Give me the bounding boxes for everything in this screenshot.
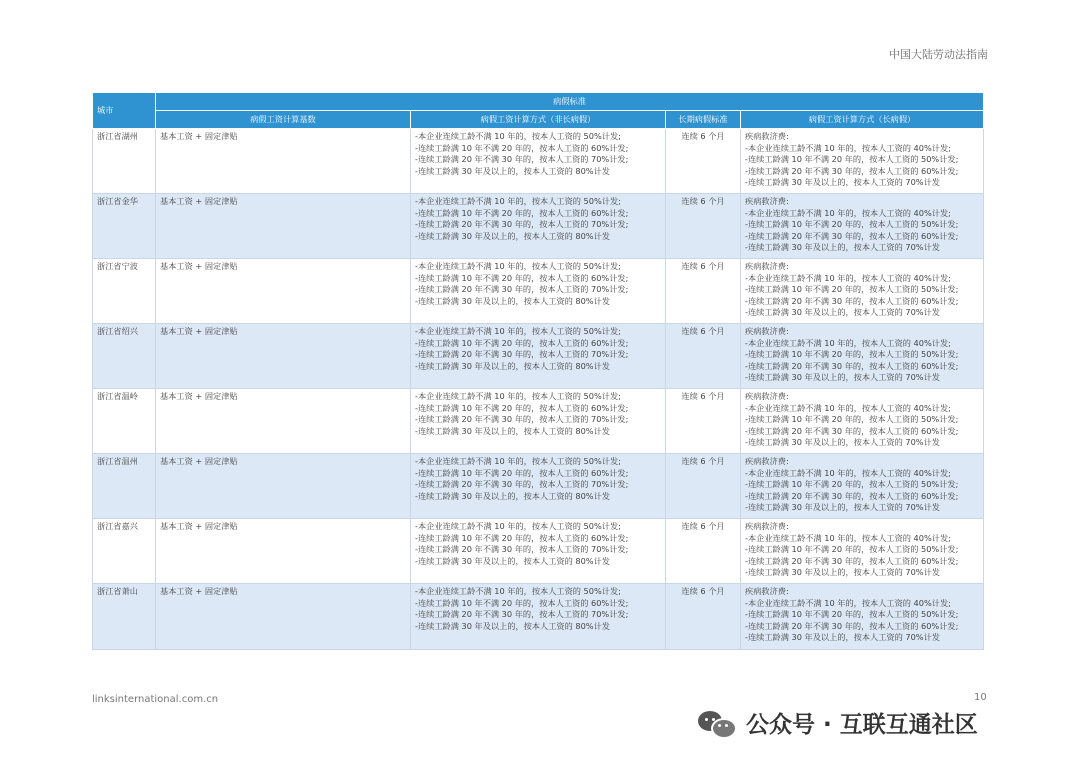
long-leave-method-cell: 疾病救济费: -本企业连续工龄不满 10 年的，按本人工资的 40%计发; -连续工龄满 10 年不满 20 年的，按本人工资的 50%计发; -连续工龄满 20 年不满 30 年的，按本人工资的 60%计发; -连续工龄满 30 年及以上的，按本人工资的 70%计发 — [741, 584, 984, 650]
table-row — [93, 129, 984, 194]
column-header-base: 病假工资计算基数 — [156, 111, 411, 129]
table-row — [93, 389, 984, 454]
table-row — [93, 324, 984, 389]
city-cell: 浙江省湖州 — [93, 129, 156, 194]
watermark-text: 公众号 · 互联互通社区 — [746, 712, 978, 738]
city-cell: 浙江省萧山 — [93, 584, 156, 650]
page-header-title: 中国大陆劳动法指南 — [889, 48, 988, 61]
city-cell: 浙江省嘉兴 — [93, 519, 156, 584]
column-header-long-method: 病假工资计算方式（长病假） — [741, 111, 984, 129]
wage-base-cell: 基本工资 + 固定津贴 — [156, 519, 411, 584]
long-leave-standard-cell: 连续 6 个月 — [666, 194, 741, 259]
column-header-short-method: 病假工资计算方式（非长病假） — [411, 111, 666, 129]
short-leave-method-cell: -本企业连续工龄不满 10 年的，按本人工资的 50%计发; -连续工龄满 10 年不满 20 年的，按本人工资的 60%计发; -连续工龄满 20 年不满 30 年的，按本人工资的 70%计发; -连续工龄满 30 年及以上的，按本人工资的 80%计发 — [411, 324, 666, 389]
wage-base-cell: 基本工资 + 固定津贴 — [156, 389, 411, 454]
long-leave-standard-cell: 连续 6 个月 — [666, 129, 741, 194]
table-body — [93, 129, 984, 650]
page-number: 10 — [974, 692, 987, 703]
long-leave-method-cell: 疾病救济费: -本企业连续工龄不满 10 年的，按本人工资的 40%计发; -连续工龄满 10 年不满 20 年的，按本人工资的 50%计发; -连续工龄满 20 年不满 30 年的，按本人工资的 60%计发; -连续工龄满 30 年及以上的，按本人工资的 70%计发 — [741, 324, 984, 389]
short-leave-method-cell: -本企业连续工龄不满 10 年的，按本人工资的 50%计发; -连续工龄满 10 年不满 20 年的，按本人工资的 60%计发; -连续工龄满 20 年不满 30 年的，按本人工资的 70%计发; -连续工龄满 30 年及以上的，按本人工资的 80%计发 — [411, 454, 666, 519]
long-leave-method-cell: 疾病救济费: -本企业连续工龄不满 10 年的，按本人工资的 40%计发; -连续工龄满 10 年不满 20 年的，按本人工资的 50%计发; -连续工龄满 20 年不满 30 年的，按本人工资的 60%计发; -连续工龄满 30 年及以上的，按本人工资的 70%计发 — [741, 129, 984, 194]
city-column-header: 城市 — [93, 93, 156, 129]
long-leave-method-cell: 疾病救济费: -本企业连续工龄不满 10 年的，按本人工资的 40%计发; -连续工龄满 10 年不满 20 年的，按本人工资的 50%计发; -连续工龄满 20 年不满 30 年的，按本人工资的 60%计发; -连续工龄满 30 年及以上的，按本人工资的 70%计发 — [741, 454, 984, 519]
short-leave-method-cell: -本企业连续工龄不满 10 年的，按本人工资的 50%计发; -连续工龄满 10 年不满 20 年的，按本人工资的 60%计发; -连续工龄满 20 年不满 30 年的，按本人工资的 70%计发; -连续工龄满 30 年及以上的，按本人工资的 80%计发 — [411, 259, 666, 324]
wage-base-cell: 基本工资 + 固定津贴 — [156, 454, 411, 519]
footer-url: linksinternational.com.cn — [92, 694, 219, 705]
long-leave-method-cell: 疾病救济费: -本企业连续工龄不满 10 年的，按本人工资的 40%计发; -连续工龄满 10 年不满 20 年的，按本人工资的 50%计发; -连续工龄满 20 年不满 30 年的，按本人工资的 60%计发; -连续工龄满 30 年及以上的，按本人工资的 70%计发 — [741, 389, 984, 454]
long-leave-standard-cell: 连续 6 个月 — [666, 454, 741, 519]
wage-base-cell: 基本工资 + 固定津贴 — [156, 584, 411, 650]
long-leave-method-cell: 疾病救济费: -本企业连续工龄不满 10 年的，按本人工资的 40%计发; -连续工龄满 10 年不满 20 年的，按本人工资的 50%计发; -连续工龄满 20 年不满 30 年的，按本人工资的 60%计发; -连续工龄满 30 年及以上的，按本人工资的 70%计发 — [741, 519, 984, 584]
city-cell: 浙江省温岭 — [93, 389, 156, 454]
wage-base-cell: 基本工资 + 固定津贴 — [156, 194, 411, 259]
table-row — [93, 519, 984, 584]
table-row — [93, 259, 984, 324]
table-row — [93, 584, 984, 650]
city-cell: 浙江省金华 — [93, 194, 156, 259]
long-leave-standard-cell: 连续 6 个月 — [666, 259, 741, 324]
table-row — [93, 454, 984, 519]
wage-base-cell: 基本工资 + 固定津贴 — [156, 129, 411, 194]
long-leave-method-cell: 疾病救济费: -本企业连续工龄不满 10 年的，按本人工资的 40%计发; -连续工龄满 10 年不满 20 年的，按本人工资的 50%计发; -连续工龄满 20 年不满 30 年的，按本人工资的 60%计发; -连续工龄满 30 年及以上的，按本人工资的 70%计发 — [741, 194, 984, 259]
long-leave-standard-cell: 连续 6 个月 — [666, 519, 741, 584]
sick-leave-table — [92, 92, 984, 650]
column-header-long-standard: 长期病假标准 — [666, 111, 741, 129]
short-leave-method-cell: -本企业连续工龄不满 10 年的，按本人工资的 50%计发; -连续工龄满 10 年不满 20 年的，按本人工资的 60%计发; -连续工龄满 20 年不满 30 年的，按本人工资的 70%计发; -连续工龄满 30 年及以上的，按本人工资的 80%计发 — [411, 194, 666, 259]
wage-base-cell: 基本工资 + 固定津贴 — [156, 259, 411, 324]
long-leave-standard-cell: 连续 6 个月 — [666, 389, 741, 454]
wage-base-cell: 基本工资 + 固定津贴 — [156, 324, 411, 389]
short-leave-method-cell: -本企业连续工龄不满 10 年的，按本人工资的 50%计发; -连续工龄满 10 年不满 20 年的，按本人工资的 60%计发; -连续工龄满 20 年不满 30 年的，按本人工资的 70%计发; -连续工龄满 30 年及以上的，按本人工资的 80%计发 — [411, 519, 666, 584]
short-leave-method-cell: -本企业连续工龄不满 10 年的，按本人工资的 50%计发; -连续工龄满 10 年不满 20 年的，按本人工资的 60%计发; -连续工龄满 20 年不满 30 年的，按本人工资的 70%计发; -连续工龄满 30 年及以上的，按本人工资的 80%计发 — [411, 389, 666, 454]
long-leave-standard-cell: 连续 6 个月 — [666, 324, 741, 389]
sick-leave-group-header: 病假标准 — [156, 93, 984, 111]
city-cell: 浙江省宁波 — [93, 259, 156, 324]
wechat-icon — [698, 709, 738, 737]
table-row — [93, 194, 984, 259]
watermark — [698, 706, 978, 739]
city-cell: 浙江省温州 — [93, 454, 156, 519]
long-leave-standard-cell: 连续 6 个月 — [666, 584, 741, 650]
short-leave-method-cell: -本企业连续工龄不满 10 年的，按本人工资的 50%计发; -连续工龄满 10 年不满 20 年的，按本人工资的 60%计发; -连续工龄满 20 年不满 30 年的，按本人工资的 70%计发; -连续工龄满 30 年及以上的，按本人工资的 80%计发 — [411, 584, 666, 650]
city-cell: 浙江省绍兴 — [93, 324, 156, 389]
short-leave-method-cell: -本企业连续工龄不满 10 年的，按本人工资的 50%计发; -连续工龄满 10 年不满 20 年的，按本人工资的 60%计发; -连续工龄满 20 年不满 30 年的，按本人工资的 70%计发; -连续工龄满 30 年及以上的，按本人工资的 80%计发 — [411, 129, 666, 194]
long-leave-method-cell: 疾病救济费: -本企业连续工龄不满 10 年的，按本人工资的 40%计发; -连续工龄满 10 年不满 20 年的，按本人工资的 50%计发; -连续工龄满 20 年不满 30 年的，按本人工资的 60%计发; -连续工龄满 30 年及以上的，按本人工资的 70%计发 — [741, 259, 984, 324]
